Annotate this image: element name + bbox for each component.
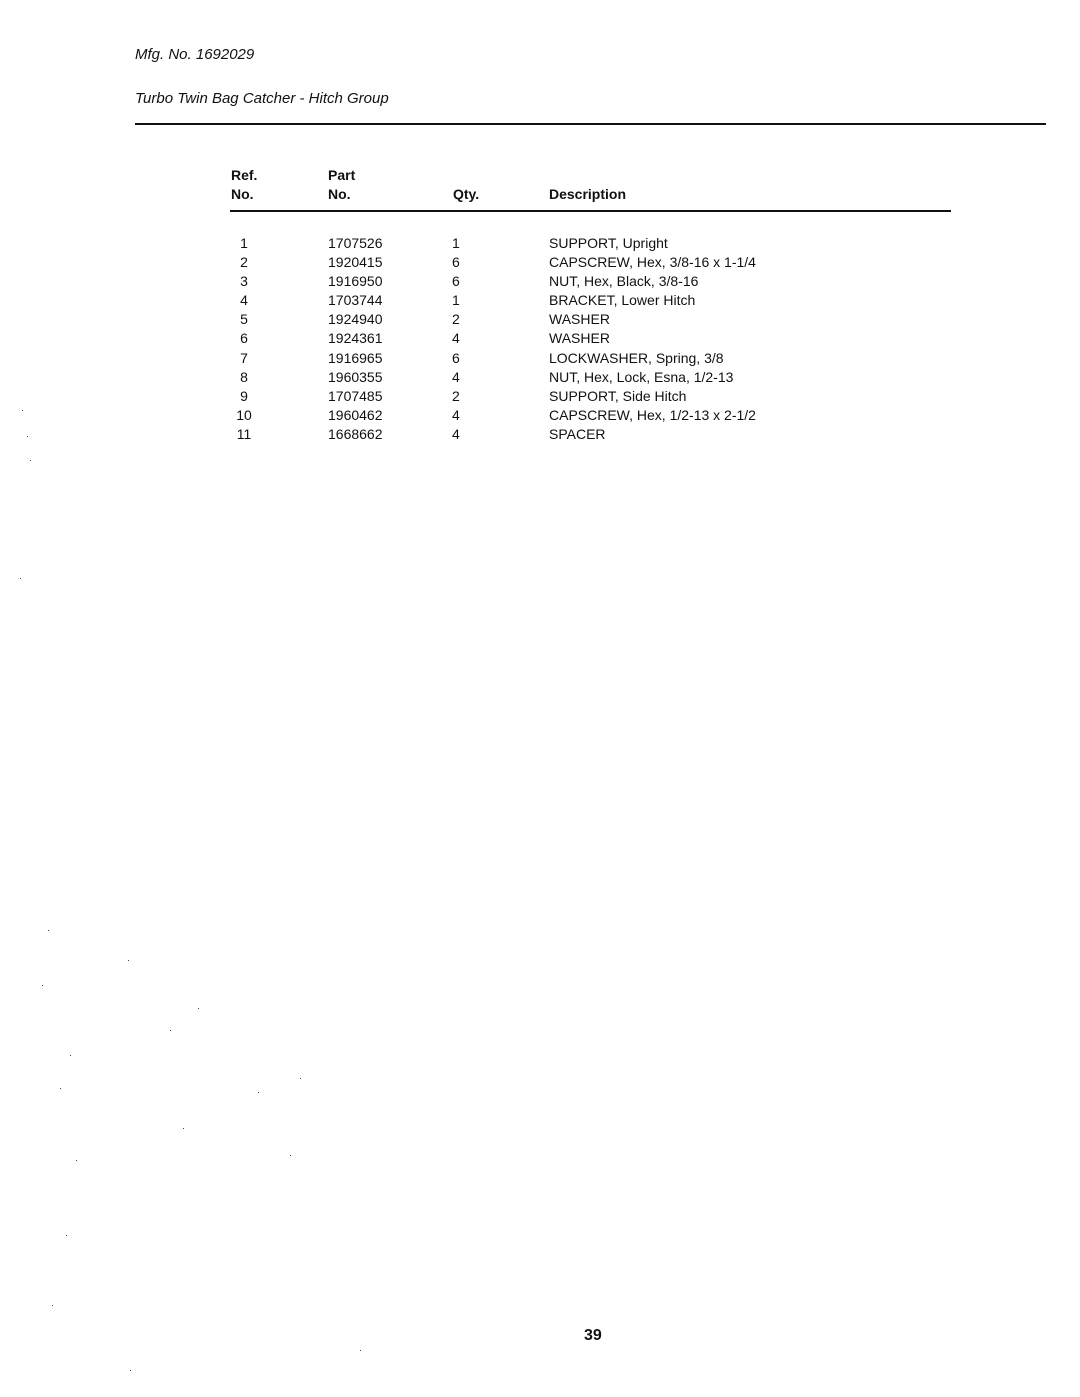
ref-number-cell: 5 (240, 311, 248, 328)
part-number-cell: 1924940 (328, 311, 383, 328)
ref-number-cell: 11 (236, 425, 252, 442)
scan-speck (70, 1055, 71, 1056)
column-header-ref (231, 166, 257, 204)
description-cell: WASHER (549, 330, 610, 347)
scan-speck (30, 460, 31, 461)
page-subtitle: Turbo Twin Bag Catcher - Hitch Group (135, 90, 389, 107)
ref-number-cell: 8 (240, 368, 248, 385)
column-header-ref-line1: Ref. (231, 167, 258, 183)
description-cell: BRACKET, Lower Hitch (549, 292, 696, 309)
part-number-cell: 1707526 (328, 235, 383, 251)
part-number-cell: 1960462 (328, 406, 383, 423)
description-cell: SUPPORT, Upright (549, 235, 668, 251)
table-header-divider (230, 210, 951, 212)
table-row (0, 329, 1080, 348)
column-header-ref-line2: No. (231, 186, 254, 202)
scan-speck (130, 1370, 131, 1371)
ref-number-cell: 4 (240, 292, 248, 309)
scan-speck (66, 1235, 67, 1236)
quantity-cell: 6 (452, 349, 460, 366)
table-row (0, 310, 1080, 329)
scan-speck (300, 1078, 301, 1079)
part-number-cell: 1920415 (328, 254, 383, 271)
description-cell: WASHER (549, 311, 610, 328)
table-row (0, 349, 1080, 368)
column-header-qty: Qty. (453, 186, 480, 202)
quantity-cell: 1 (452, 292, 460, 309)
table-row (0, 425, 1080, 444)
ref-number-cell: 7 (240, 349, 248, 366)
table-row (0, 291, 1080, 310)
ref-number-cell: 9 (240, 387, 248, 404)
scan-speck (20, 578, 21, 579)
page-number: 39 (584, 1327, 602, 1344)
quantity-cell: 6 (452, 254, 460, 271)
table-row (0, 387, 1080, 406)
part-number-cell: 1707485 (328, 387, 383, 404)
ref-number-cell: 2 (240, 254, 248, 271)
part-number-cell: 1703744 (328, 292, 383, 309)
description-cell: CAPSCREW, Hex, 3/8-16 x 1-1/4 (549, 254, 756, 271)
ref-number-cell: 3 (240, 273, 248, 290)
description-cell: CAPSCREW, Hex, 1/2-13 x 2-1/2 (549, 406, 756, 423)
scan-speck (258, 1092, 259, 1093)
ref-number-cell: 10 (236, 406, 252, 423)
scan-speck (183, 1128, 184, 1129)
quantity-cell: 4 (452, 425, 460, 442)
quantity-cell: 4 (452, 406, 460, 423)
table-row (0, 406, 1080, 425)
part-number-cell: 1960355 (328, 368, 383, 385)
description-cell: LOCKWASHER, Spring, 3/8 (549, 349, 724, 366)
column-header-part-line2: No. (328, 186, 351, 202)
column-header-part-line1: Part (328, 167, 356, 183)
scan-speck (27, 436, 28, 437)
table-row (0, 272, 1080, 291)
part-number-cell: 1916965 (328, 349, 383, 366)
column-header-part (328, 166, 355, 204)
scan-speck (22, 410, 23, 411)
scan-speck (290, 1155, 291, 1156)
scan-speck (128, 960, 129, 961)
quantity-cell: 1 (452, 235, 460, 251)
description-cell: NUT, Hex, Black, 3/8-16 (549, 273, 699, 290)
part-number-cell: 1924361 (328, 330, 383, 347)
description-cell: SUPPORT, Side Hitch (549, 387, 687, 404)
ref-number-cell: 6 (240, 330, 248, 347)
scan-speck (52, 1305, 53, 1306)
part-number-cell: 1916950 (328, 273, 383, 290)
quantity-cell: 4 (452, 368, 460, 385)
mfg-number: Mfg. No. 1692029 (135, 46, 255, 63)
quantity-cell: 6 (452, 273, 460, 290)
quantity-cell: 2 (452, 387, 460, 404)
scan-speck (48, 930, 49, 931)
scan-speck (360, 1350, 361, 1351)
table-row (0, 253, 1080, 272)
scan-speck (42, 985, 43, 986)
table-body (0, 234, 1080, 444)
part-number-cell: 1668662 (328, 425, 383, 442)
quantity-cell: 4 (452, 330, 460, 347)
quantity-cell: 2 (452, 311, 460, 328)
column-header-description: Description (549, 186, 627, 202)
table-row (0, 368, 1080, 387)
scan-speck (60, 1088, 61, 1089)
scan-speck (198, 1008, 199, 1009)
scan-speck (76, 1160, 77, 1161)
header-divider (135, 123, 1046, 125)
ref-number-cell: 1 (240, 235, 248, 251)
table-row (0, 234, 1080, 253)
description-cell: NUT, Hex, Lock, Esna, 1/2-13 (549, 368, 734, 385)
description-cell: SPACER (549, 425, 606, 442)
scan-speck (170, 1030, 171, 1031)
